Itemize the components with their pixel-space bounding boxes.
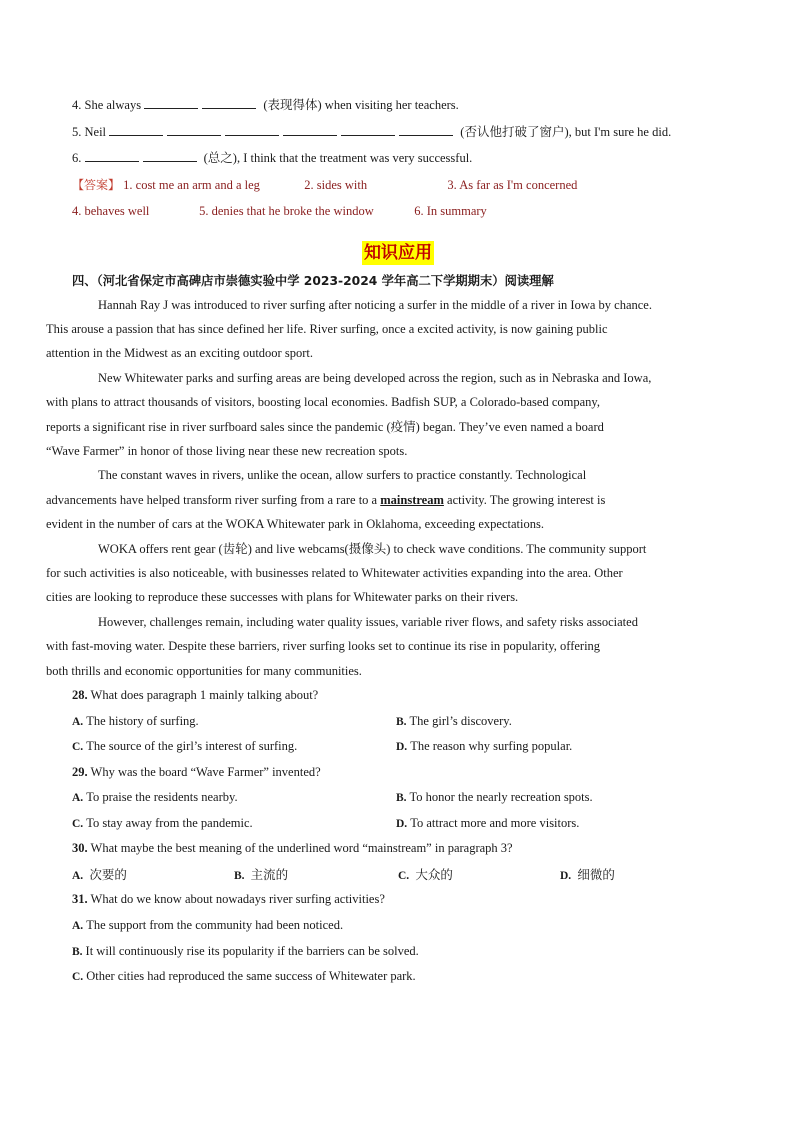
- option-text: The girl’s discovery.: [409, 713, 512, 728]
- option-b: [234, 862, 288, 890]
- option-a: [72, 709, 199, 736]
- question-number: 30.: [72, 841, 88, 856]
- question-text: What does paragraph 1 mainly talking about?: [90, 688, 319, 702]
- answer-5: 5. denies that he broke the window: [199, 204, 374, 218]
- option-a: [72, 785, 238, 812]
- question-number: 28.: [72, 688, 88, 702]
- option-letter: B.: [396, 792, 407, 805]
- option-text: The source of the girl’s interest of surfing.: [86, 739, 298, 754]
- option-d: [396, 734, 572, 761]
- section-title-wrap: [72, 241, 724, 267]
- option-text: 细微的: [577, 866, 615, 882]
- text-line: However, challenges remain, including water quality issues, variable river flows, and safety risks associated: [98, 614, 638, 629]
- underlined-word: mainstream: [380, 492, 444, 507]
- options-row: [72, 709, 724, 735]
- option-text: To attract more and more visitors.: [410, 815, 580, 830]
- question-text: Why was the board “Wave Farmer” invented?: [90, 764, 321, 779]
- option-text: It will continuously rise its popularity if the barriers can be solved.: [85, 943, 419, 958]
- text-line: “Wave Farmer” in honor of those living near these new recreation spots.: [46, 443, 408, 458]
- text-line: WOKA offers rent gear (齿轮) and live webcams(摄像头) to check wave conditions. The community support: [98, 541, 647, 556]
- text-line: with fast-moving water. Despite these barriers, river surfing looks set to continue its rise in popularity, offering: [46, 639, 601, 654]
- answer-2: 2. sides with: [304, 177, 368, 192]
- option-text: The support from the community had been noticed.: [86, 917, 344, 932]
- passage-paragraph-3: [46, 463, 724, 536]
- answer-tag: 【答案】: [72, 177, 121, 192]
- question-text: What maybe the best meaning of the underlined word “mainstream” in paragraph 3?: [90, 841, 513, 856]
- review-item-4: [72, 92, 724, 119]
- question-30: [72, 836, 724, 862]
- option-letter: C.: [72, 971, 84, 984]
- option-letter: A.: [72, 715, 84, 728]
- text-segment: advancements have helped transform river surfing from a rare to a: [46, 492, 381, 507]
- answer-line-2: [72, 198, 724, 225]
- answer-4: 4. behaves well: [72, 204, 150, 218]
- option-b: [396, 785, 593, 812]
- question-31: [72, 887, 724, 913]
- item-prefix: 4. She always: [72, 98, 142, 112]
- item-prefix: 6.: [72, 151, 82, 165]
- question-28: [72, 683, 724, 709]
- item-hint: (否认他打破了窗户), but I'm sure he did.: [460, 124, 672, 139]
- option-b: [396, 709, 512, 736]
- options-row: [72, 734, 724, 760]
- answer-6: 6. In summary: [414, 204, 487, 218]
- option-letter: A.: [72, 792, 84, 805]
- option-d: [396, 811, 579, 838]
- passage-paragraph-4: [46, 537, 724, 610]
- text-line: [46, 488, 724, 512]
- option-a: [72, 862, 127, 890]
- option-letter: D.: [396, 817, 408, 830]
- options-row: [72, 862, 724, 888]
- review-item-5: [72, 119, 724, 146]
- passage-paragraph-1: [46, 293, 724, 366]
- option-letter: D.: [396, 741, 408, 754]
- option-c: [398, 862, 453, 890]
- option-letter: C.: [398, 869, 410, 882]
- section-title: 知识应用: [364, 242, 432, 263]
- answer-blank: [144, 94, 198, 109]
- option-letter: B.: [396, 715, 407, 728]
- answer-blank: [225, 121, 279, 136]
- options-row: [72, 811, 724, 837]
- option-text: To praise the residents nearby.: [86, 790, 238, 805]
- option-letter: B.: [234, 869, 245, 882]
- option-a: [72, 913, 724, 939]
- question-29: [72, 760, 724, 786]
- text-line: both thrills and economic opportunities for many communities.: [46, 663, 362, 678]
- answer-blank: [109, 121, 163, 136]
- item-prefix: 5. Neil: [72, 124, 107, 139]
- answer-blank: [167, 121, 221, 136]
- text-line: for such activities is also noticeable, with businesses related to Whitewater activities expanding into the area. Other: [46, 565, 623, 580]
- passage-paragraph-2: [46, 366, 724, 464]
- option-text: To honor the nearly recreation spots.: [409, 790, 593, 805]
- answer-blank: [85, 147, 139, 162]
- option-text: 次要的: [89, 866, 127, 882]
- option-c: [72, 734, 297, 761]
- text-line: with plans to attract thousands of visitors, boosting local economies. Badfish SUP, a Colorado-based company,: [46, 395, 600, 410]
- option-letter: A.: [72, 919, 84, 932]
- text-line: Hannah Ray J was introduced to river surfing after noticing a surfer in the middle of a river in Iowa by chance.: [98, 297, 652, 312]
- option-text: The reason why surfing popular.: [410, 739, 573, 754]
- passage-paragraph-5: [46, 610, 724, 683]
- text-line: evident in the number of cars at the WOKA Whitewater park in Oklahoma, exceeding expectations.: [46, 517, 544, 532]
- answer-blank: [202, 94, 256, 109]
- answer-blank: [283, 121, 337, 136]
- answer-blank: [341, 121, 395, 136]
- review-item-6: [72, 145, 724, 172]
- option-letter: A.: [72, 869, 84, 882]
- question-text: What do we know about nowadays river surfing activities?: [90, 892, 385, 907]
- option-d: [560, 862, 615, 890]
- text-line: This arouse a passion that has since defined her life. River surfing, once a excited activity, is now gaining public: [46, 321, 608, 336]
- text-line: reports a significant rise in river surfboard sales since the pandemic (疫情) began. They’ve even named a board: [46, 419, 604, 434]
- text-line: cities are looking to reproduce these successes with plans for Whitewater parks on their rivers.: [46, 590, 519, 605]
- option-letter: D.: [560, 869, 572, 882]
- answer-1: 1. cost me an arm and a leg: [123, 177, 260, 192]
- option-letter: C.: [72, 817, 84, 830]
- answer-3: 3. As far as I'm concerned: [447, 177, 578, 192]
- options-row: [72, 785, 724, 811]
- question-number: 31.: [72, 892, 88, 907]
- option-text: To stay away from the pandemic.: [86, 815, 253, 830]
- answer-blank: [399, 121, 453, 136]
- text-line: New Whitewater parks and surfing areas are being developed across the region, such as in Nebraska and Iowa,: [98, 370, 652, 385]
- document-page: [46, 92, 724, 990]
- option-text: Other cities had reproduced the same success of Whitewater park.: [86, 969, 416, 984]
- item-hint: (总之), I think that the treatment was very successful.: [203, 151, 473, 165]
- text-segment: activity. The growing interest is: [443, 492, 606, 507]
- option-text: 主流的: [250, 866, 289, 882]
- text-line: attention in the Midwest as an exciting outdoor sport.: [46, 346, 313, 361]
- option-c: [72, 964, 724, 990]
- option-b: [72, 939, 724, 965]
- question-heading: 四、（河北省保定市高碑店市崇德实验中学 2023-2024 学年高二下学期期末）阅读理解: [72, 273, 554, 288]
- answer-blank: [143, 147, 197, 162]
- answer-line-1: [72, 172, 724, 199]
- option-letter: B.: [72, 945, 83, 958]
- option-letter: C.: [72, 741, 84, 754]
- question-number: 29.: [72, 764, 88, 779]
- option-c: [72, 811, 253, 838]
- option-text: 大众的: [415, 866, 453, 882]
- option-text: The history of surfing.: [86, 713, 199, 728]
- text-line: The constant waves in rivers, unlike the ocean, allow surfers to practice constantly. Technological: [98, 468, 587, 483]
- item-hint: (表现得体) when visiting her teachers.: [263, 98, 459, 112]
